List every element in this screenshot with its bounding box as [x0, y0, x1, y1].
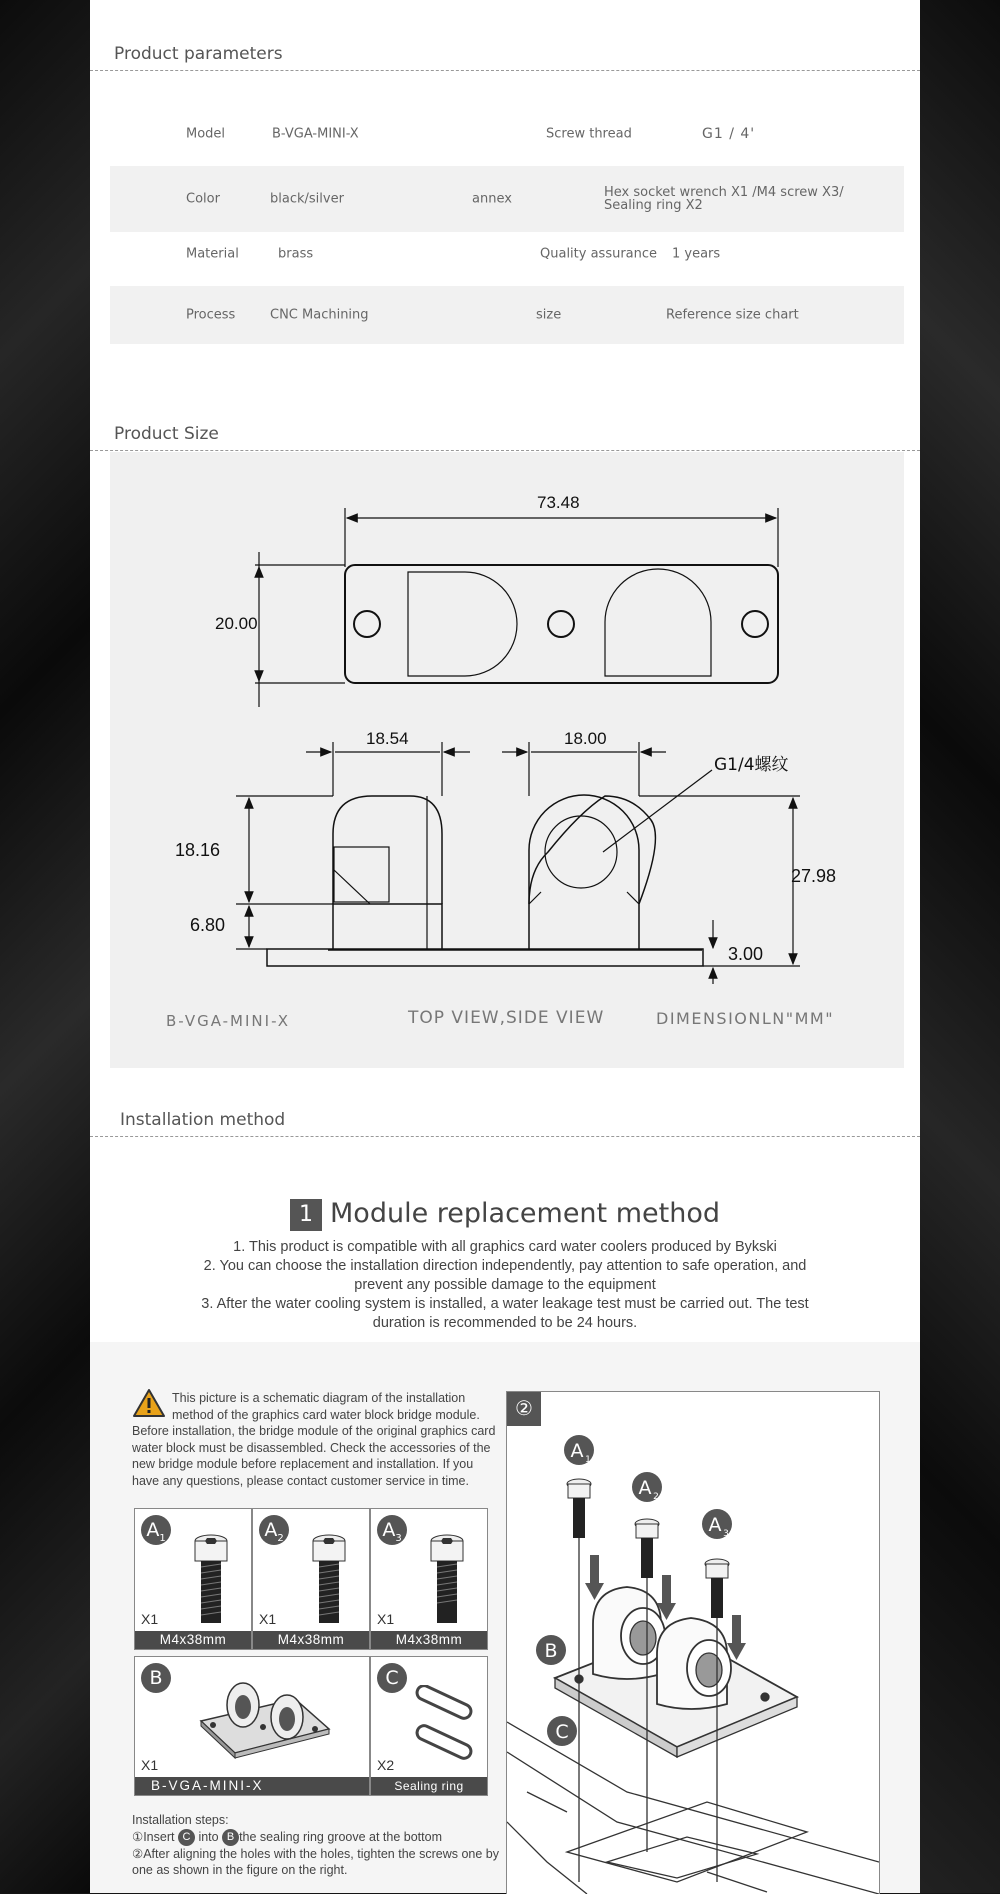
install-instructions: [150, 1238, 860, 1333]
assembly-diagram: [506, 1391, 880, 1894]
caption-unit: DIMENSIONLN"MM": [656, 1009, 835, 1028]
part-qty: X1: [141, 1611, 159, 1627]
param-key: annex: [472, 191, 512, 207]
note-text: This picture is a schematic diagram of the installation method of the graphics card water block bridge module. Before installation, the bridge module of the original graphics card water block must be disassembled. Check the accessories of the new bridge module before replacement and installation. If you have any questions, please contact customer service in time.: [132, 1391, 496, 1488]
badge-letter: A: [146, 1519, 160, 1541]
part-screw-a3: [370, 1508, 488, 1650]
diagram-badge-a3-sub: 3: [723, 1529, 729, 1539]
part-qty: X1: [377, 1611, 395, 1627]
param-key: Model: [186, 126, 226, 142]
param-key: Quality assurance: [540, 246, 658, 262]
part-badge: B: [141, 1663, 171, 1693]
param-value: Reference size chart: [666, 307, 799, 323]
param-value: 1 years: [672, 246, 721, 262]
part-badge: [377, 1515, 407, 1545]
section-title-size: [90, 424, 920, 451]
installation-steps: [132, 1812, 512, 1879]
diagram-badge-c: C: [555, 1721, 569, 1743]
badge-letter: A: [264, 1519, 278, 1541]
part-label: M4x38mm: [371, 1631, 487, 1649]
instruction-line: 3. After the water cooling system is installed, a water leakage test must be carried out. The test: [201, 1296, 809, 1312]
dim-plate: 3.00: [728, 944, 764, 964]
background-right: [910, 0, 1000, 1893]
part-qty: X1: [259, 1611, 277, 1627]
install-title-text: Installation method: [120, 1110, 286, 1130]
instruction-line: 1. This product is compatible with all graphics card water coolers produced by Bykski: [233, 1239, 777, 1255]
part-screw-a2: [252, 1508, 370, 1650]
param-key: Color: [186, 191, 220, 207]
bridge-module-icon: [195, 1669, 335, 1759]
badge-sub: 1: [159, 1532, 166, 1544]
params-title-text: Product parameters: [114, 44, 283, 64]
section-title-parameters: [90, 44, 920, 71]
step1-text-b: into: [198, 1829, 219, 1844]
param-key: Screw thread: [546, 126, 632, 142]
param-value: G1 / 4': [702, 126, 756, 142]
product-sheet: [90, 0, 920, 1893]
part-screw-a1: [134, 1508, 252, 1650]
dim-length: 73.48: [537, 493, 580, 512]
param-value: black/silver: [270, 191, 344, 207]
param-row-model: [110, 106, 904, 162]
param-value: B-VGA-MINI-X: [272, 126, 359, 142]
diagram-badge-a2-sub: 2: [653, 1492, 659, 1502]
part-label: B-VGA-MINI-X: [135, 1777, 369, 1795]
part-qty: X2: [377, 1757, 395, 1773]
part-badge: [141, 1515, 171, 1545]
instruction-line: 2. You can choose the installation direction independently, pay attention to safe operation, and: [203, 1258, 807, 1274]
diagram-badge-a2: A: [638, 1477, 652, 1499]
install-heading: [90, 1198, 920, 1231]
step-1: [132, 1829, 512, 1846]
size-title-text: Product Size: [114, 424, 219, 444]
part-badge: C: [377, 1663, 407, 1693]
dim-height: 18.16: [175, 840, 221, 860]
badge-sub: 2: [277, 1532, 284, 1544]
annex-line1: Hex socket wrench X1 /M4 screw X3/: [604, 185, 844, 200]
step-2: ②After aligning the holes with the holes, tighten the screws one by one as shown in the figure on the right.: [132, 1846, 499, 1878]
step1-text-end: the sealing ring groove at the bottom: [239, 1829, 442, 1844]
instruction-line: prevent any possible damage to the equipment: [354, 1277, 656, 1293]
param-key: size: [536, 307, 562, 323]
part-label: M4x38mm: [253, 1631, 369, 1649]
dim-total: 27.98: [791, 866, 837, 886]
screw-icon: [427, 1533, 467, 1625]
param-key: Material: [186, 246, 239, 262]
param-row-material: [110, 226, 904, 282]
schematic-note: [132, 1390, 502, 1489]
badge-b-inline: B: [222, 1829, 239, 1846]
param-value: brass: [278, 246, 314, 262]
part-sealing-ring: [370, 1656, 488, 1796]
badge-letter: A: [382, 1519, 396, 1541]
assembly-illustration: [507, 1392, 879, 1894]
badge-sub: 3: [395, 1532, 402, 1544]
steps-title: Installation steps:: [132, 1813, 229, 1827]
param-value: CNC Machining: [270, 307, 369, 323]
badge-c-inline: C: [178, 1829, 195, 1846]
part-bridge-module: [134, 1656, 370, 1796]
dim-port1: 18.54: [366, 729, 409, 748]
thread-note: G1/4螺纹: [714, 755, 789, 775]
param-key: Process: [186, 307, 236, 323]
background-left: [0, 0, 90, 1893]
param-value-annex: [604, 186, 844, 212]
install-heading-text: Module replacement method: [330, 1198, 720, 1229]
part-qty: X1: [141, 1757, 159, 1773]
part-label: Sealing ring: [371, 1777, 487, 1795]
param-row-color: [110, 166, 904, 232]
part-label: M4x38mm: [135, 1631, 251, 1649]
caption-view: TOP VIEW,SIDE VIEW: [408, 1008, 605, 1028]
diagram-badge-b: B: [544, 1640, 558, 1662]
warning-icon: [132, 1388, 166, 1418]
diagram-badge-a3: A: [708, 1514, 722, 1536]
diagram-step-badge: ②: [507, 1392, 541, 1426]
step1-text-a: ①Insert: [132, 1829, 175, 1844]
screw-icon: [191, 1533, 231, 1625]
step-number-badge: 1: [290, 1199, 322, 1231]
diagram-badge-a1-sub: 1: [585, 1455, 591, 1465]
sealing-ring-icon: [411, 1685, 477, 1761]
section-title-install: [90, 1110, 920, 1137]
part-badge: [259, 1515, 289, 1545]
screw-icon: [309, 1533, 349, 1625]
instruction-line: duration is recommended to be 24 hours.: [372, 1315, 638, 1331]
diagram-badge-a1: A: [570, 1440, 584, 1462]
dim-base: 6.80: [190, 915, 226, 935]
size-drawing-panel: [110, 452, 904, 1068]
dimension-drawing: [110, 452, 904, 1068]
param-row-process: [110, 286, 904, 344]
caption-model: B-VGA-MINI-X: [166, 1012, 291, 1030]
dim-width: 20.00: [215, 614, 258, 633]
dim-port2: 18.00: [564, 729, 607, 748]
annex-line2: Sealing ring X2: [604, 198, 703, 213]
